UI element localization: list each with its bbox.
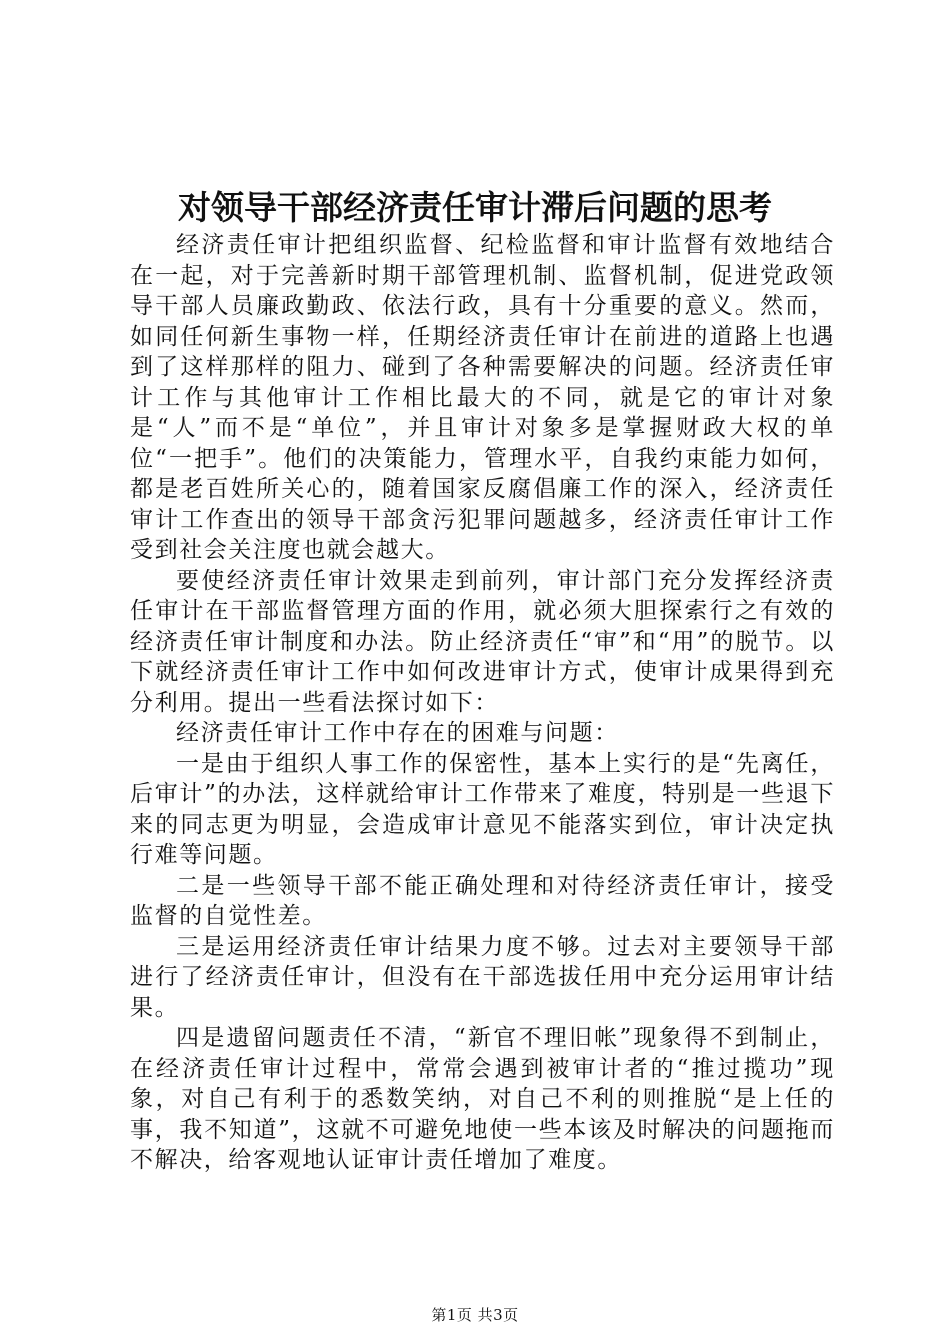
paragraph-problem-1: 一是由于组织人事工作的保密性，基本上实行的是“先离任，后审计”的办法，这样就给审计工作带来了难度，特别是一些退下来的同志更为明显，会造成审计意见不能落实到位，审计决定执行难等问题。 (130, 750, 835, 868)
paragraph-problems-heading: 经济责任审计工作中存在的困难与问题： (176, 720, 619, 746)
paragraph-problem-4: 四是遗留问题责任不清，“新官不理旧帐”现象得不到制止，在经济责任审计过程中，常常会遇到被审计者的“推过揽功”现象，对自己有利于的悉数笑纳，对自己不利的则推脱“是上任的事，我不知道”，这就不可避免地使一些本该及时解决的问题拖而不解决，给客观地认证审计责任增加了难度。 (130, 1025, 835, 1173)
paragraph-problem-3: 三是运用经济责任审计结果力度不够。过去对主要领导干部进行了经济责任审计，但没有在干部选拔任用中充分运用审计结果。 (130, 933, 835, 1021)
paragraph-intro: 经济责任审计把组织监督、纪检监督和审计监督有效地结合在一起，对于完善新时期干部管理机制、监督机制，促进党政领导干部人员廉政勤政、依法行政，具有十分重要的意义。然而，如同任何新生事物一样，任期经济责任审计在前进的道路上也遇到了这样那样的阻力、碰到了各种需要解决的问题。经济责任审计工作与其他审计工作相比最大的不同，就是它的审计对象是“人”而不是“单位”，并且审计对象多是掌握财政大权的单位“一把手”。他们的决策能力，管理水平，自我约束能力如何，都是老百姓所关心的，随着国家反腐倡廉工作的深入，经济责任审计工作查出的领导干部贪污犯罪问题越多，经济责任审计工作受到社会关注度也就会越大。 (130, 232, 835, 563)
paragraph-problem-2: 二是一些领导干部不能正确处理和对待经济责任审计，接受监督的自觉性差。 (130, 872, 835, 929)
document-body (130, 230, 835, 1176)
document-title: 对领导干部经济责任审计滞后问题的思考 (178, 188, 772, 227)
paragraph-purpose: 要使经济责任审计效果走到前列，审计部门充分发挥经济责任审计在干部监督管理方面的作用，就必须大胆探索行之有效的经济责任审计制度和办法。防止经济责任“审”和“用”的脱节。以下就经济责任审计工作中如何改进审计方式，使审计成果得到充分利用。提出一些看法探讨如下： (130, 567, 835, 716)
page-footer: 第1页 共3页 (431, 1306, 519, 1324)
